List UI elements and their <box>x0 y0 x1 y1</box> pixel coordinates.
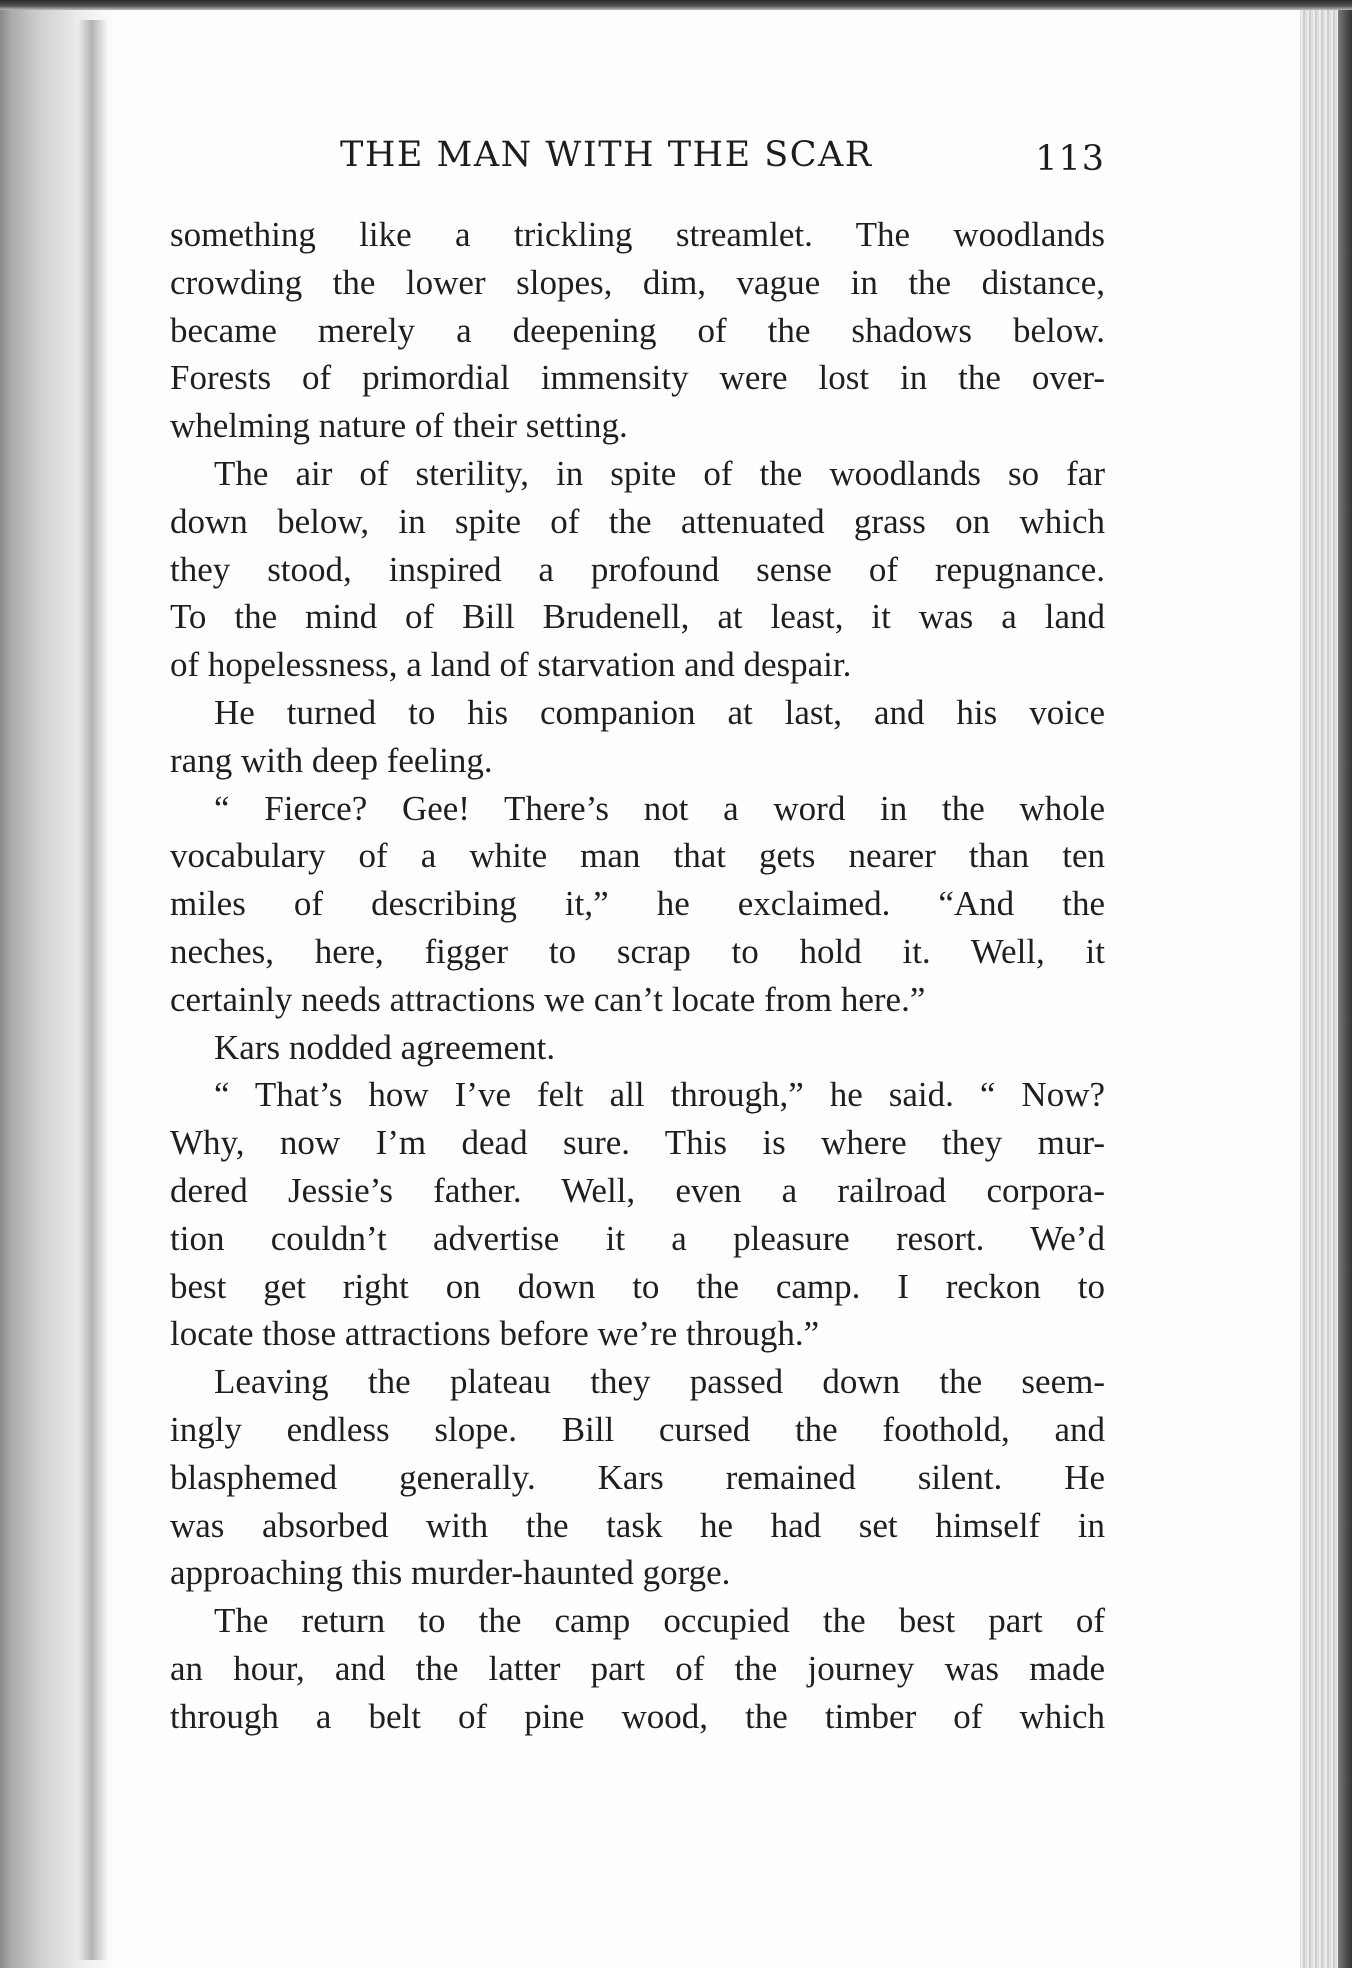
text-line: best get right on down to the camp. I reckon to <box>170 1266 1105 1306</box>
text-line: was absorbed with the task he had set himself in <box>170 1505 1105 1545</box>
text-line: crowding the lower slopes, dim, vague in the distance, <box>170 262 1105 302</box>
scan-top-border <box>0 0 1352 10</box>
gutter-fold <box>78 20 108 1960</box>
page-header <box>170 135 1105 195</box>
text-line: tion couldn’t advertise it a pleasure resort. We’d <box>170 1218 1105 1258</box>
text-line: Why, now I’m dead sure. This is where they mur- <box>170 1123 1105 1163</box>
body-text <box>170 211 1105 1741</box>
text-line: an hour, and the latter part of the journey was made <box>170 1648 1105 1688</box>
text-line: dered Jessie’s father. Well, even a railroad corpora- <box>170 1170 1105 1210</box>
text-line: He turned to his companion at last, and his voice <box>214 692 1105 732</box>
text-line: rang with deep feeling. <box>170 740 493 780</box>
text-line: blasphemed generally. Kars remained silent. He <box>170 1457 1105 1497</box>
text-line: something like a trickling streamlet. The woodlands <box>170 215 1105 254</box>
text-line: ingly endless slope. Bill cursed the foothold, and <box>170 1409 1105 1449</box>
text-line: Kars nodded agreement. <box>214 1027 556 1067</box>
text-line: neches, here, figger to scrap to hold it. Well, it <box>170 931 1105 971</box>
text-line: locate those attractions before we’re through.” <box>170 1314 820 1354</box>
text-line: of hopelessness, a land of starvation and despair. <box>170 645 852 685</box>
text-line: The return to the camp occupied the best part of <box>214 1601 1105 1641</box>
page-number: 113 <box>1035 139 1105 179</box>
text-line: became merely a deepening of the shadows below. <box>170 310 1105 350</box>
text-line: To the mind of Bill Brudenell, at least, it was a land <box>170 597 1105 637</box>
text-line: “ That’s how I’ve felt all through,” he said. “ Now? <box>214 1075 1105 1115</box>
text-line: vocabulary of a white man that gets nearer than ten <box>170 836 1105 876</box>
text-line: they stood, inspired a profound sense of repugnance. <box>170 549 1105 589</box>
book-cover-edge <box>1338 10 1352 1968</box>
text-line: whelming nature of their setting. <box>170 406 628 446</box>
text-line: certainly needs attractions we can’t locate from here.” <box>170 979 926 1019</box>
text-line: Forests of primordial immensity were lost in the over- <box>170 358 1105 398</box>
text-line: approaching this murder-haunted gorge. <box>170 1553 731 1593</box>
text-line: miles of describing it,” he exclaimed. “And the <box>170 884 1105 924</box>
text-line: down below, in spite of the attenuated grass on which <box>170 501 1105 541</box>
text-line: through a belt of pine wood, the timber of which <box>170 1696 1105 1736</box>
text-line: “ Fierce? Gee! There’s not a word in the whole <box>214 788 1105 828</box>
running-title: THE MAN WITH THE SCAR <box>340 135 873 175</box>
text-line: Leaving the plateau they passed down the seem- <box>214 1362 1105 1402</box>
text-line: The air of sterility, in spite of the woodlands so far <box>214 453 1105 493</box>
